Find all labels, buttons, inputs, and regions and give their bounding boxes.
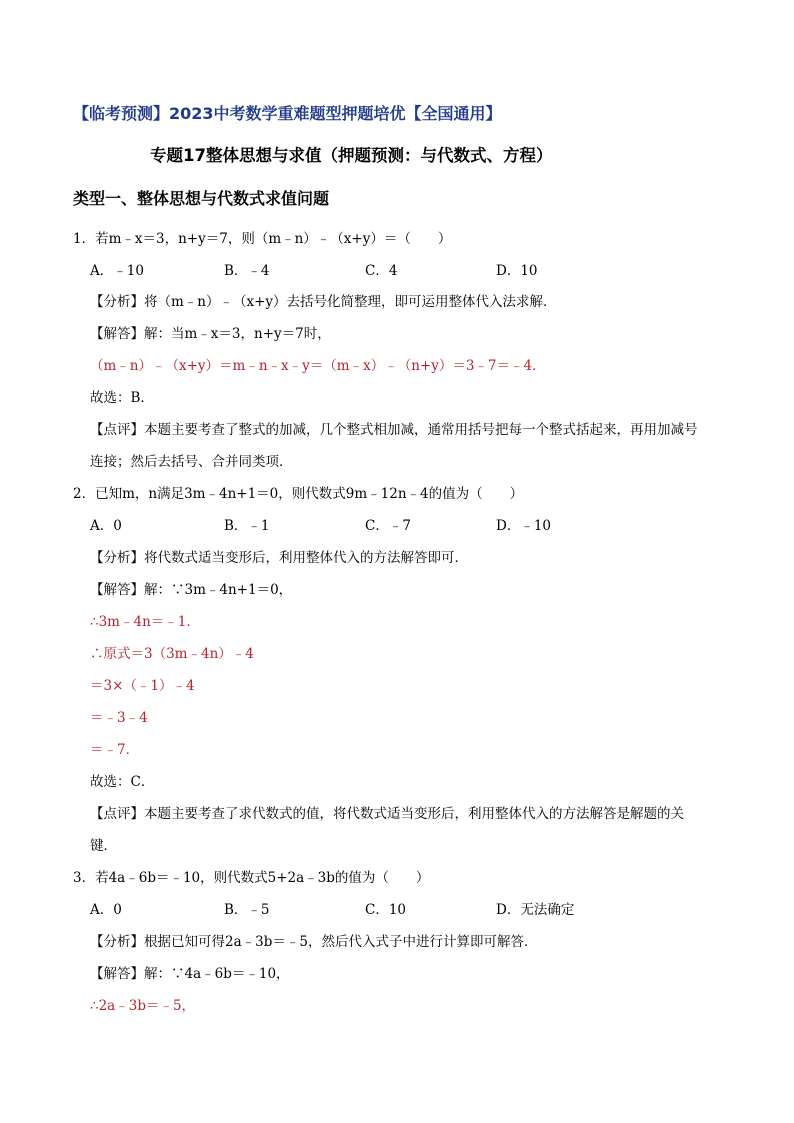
q1-option-d: D．10	[496, 263, 538, 279]
q2-analysis: 【分析】将代数式适当变形后，利用整体代入的方法解答即可．	[90, 550, 468, 566]
q3-answer-line-2: ∴2a﹣3b＝﹣5，	[90, 998, 196, 1014]
q2-option-d: D．﹣10	[496, 518, 552, 534]
q3-option-a: A．0	[90, 902, 122, 918]
q2-comment-line-1: 【点评】本题主要考查了求代数式的值，将代数式适当变形后，利用整体代入的方法解答是解题的关	[90, 806, 684, 822]
q2-stem: 2．已知m，n满足3m﹣4n+1＝0，则代数式9m﹣12n﹣4的值为（ ）	[73, 486, 524, 502]
q2-option-a: A．0	[90, 518, 122, 534]
q2-answer-line-4: ＝3×（﹣1）﹣4	[90, 678, 195, 694]
q1-option-a: A．﹣10	[90, 263, 144, 279]
document-title: 专题17整体思想与求值（押题预测：与代数式、方程）	[150, 146, 553, 165]
q3-option-c: C．10	[365, 902, 407, 918]
q1-answer-line-1: 【解答】解：当m﹣x＝3，n+y＝7时，	[90, 326, 331, 342]
q1-answer-line-2: （m﹣n）﹣（x+y）＝m﹣n﹣x﹣y＝（m﹣x）﹣（n+y）＝3﹣7＝﹣4．	[90, 358, 546, 374]
q1-choice: 故选：B．	[90, 390, 154, 406]
header-banner: 【临考预测】2023中考数学重难题型押题培优【全国通用】	[73, 104, 502, 123]
q1-comment-line-1: 【点评】本题主要考查了整式的加减，几个整式相加减，通常用括号把每一个整式括起来，再用加减号	[90, 422, 698, 438]
q2-answer-line-6: ＝﹣7．	[90, 742, 140, 758]
q1-option-c: C．4	[365, 263, 398, 279]
q2-answer-line-1: 【解答】解：∵3m﹣4n+1＝0，	[90, 582, 293, 598]
q3-option-d: D．无法确定	[496, 902, 575, 918]
q2-answer-line-2: ∴3m﹣4n＝﹣1．	[90, 614, 200, 630]
q1-analysis: 【分析】将（m﹣n）﹣（x+y）去括号化简整理，即可运用整体代入法求解．	[90, 294, 557, 310]
q3-analysis: 【分析】根据已知可得2a﹣3b＝﹣5，然后代入式子中进行计算即可解答．	[90, 934, 538, 950]
q2-option-b: B．﹣1	[224, 518, 270, 534]
q1-comment-line-2: 连接；然后去括号、合并同类项．	[90, 454, 293, 470]
section-heading: 类型一、整体思想与代数式求值问题	[73, 189, 330, 208]
q1-stem: 1．若m﹣x＝3，n+y＝7，则（m﹣n）﹣（x+y）＝（ ）	[73, 231, 452, 247]
q2-answer-line-3: ∴原式＝3（3m﹣4n）﹣4	[90, 646, 254, 662]
q3-option-b: B．﹣5	[224, 902, 270, 918]
q2-option-c: C．﹣7	[365, 518, 411, 534]
q2-answer-line-5: ＝﹣3﹣4	[90, 710, 148, 726]
q1-option-b: B．﹣4	[224, 263, 270, 279]
q3-answer-line-1: 【解答】解：∵4a﹣6b＝﹣10，	[90, 966, 290, 982]
q2-comment-line-2: 键．	[90, 838, 117, 854]
q2-choice: 故选：C．	[90, 774, 155, 790]
q3-stem: 3．若4a﹣6b＝﹣10，则代数式5+2a﹣3b的值为（ ）	[73, 870, 430, 886]
